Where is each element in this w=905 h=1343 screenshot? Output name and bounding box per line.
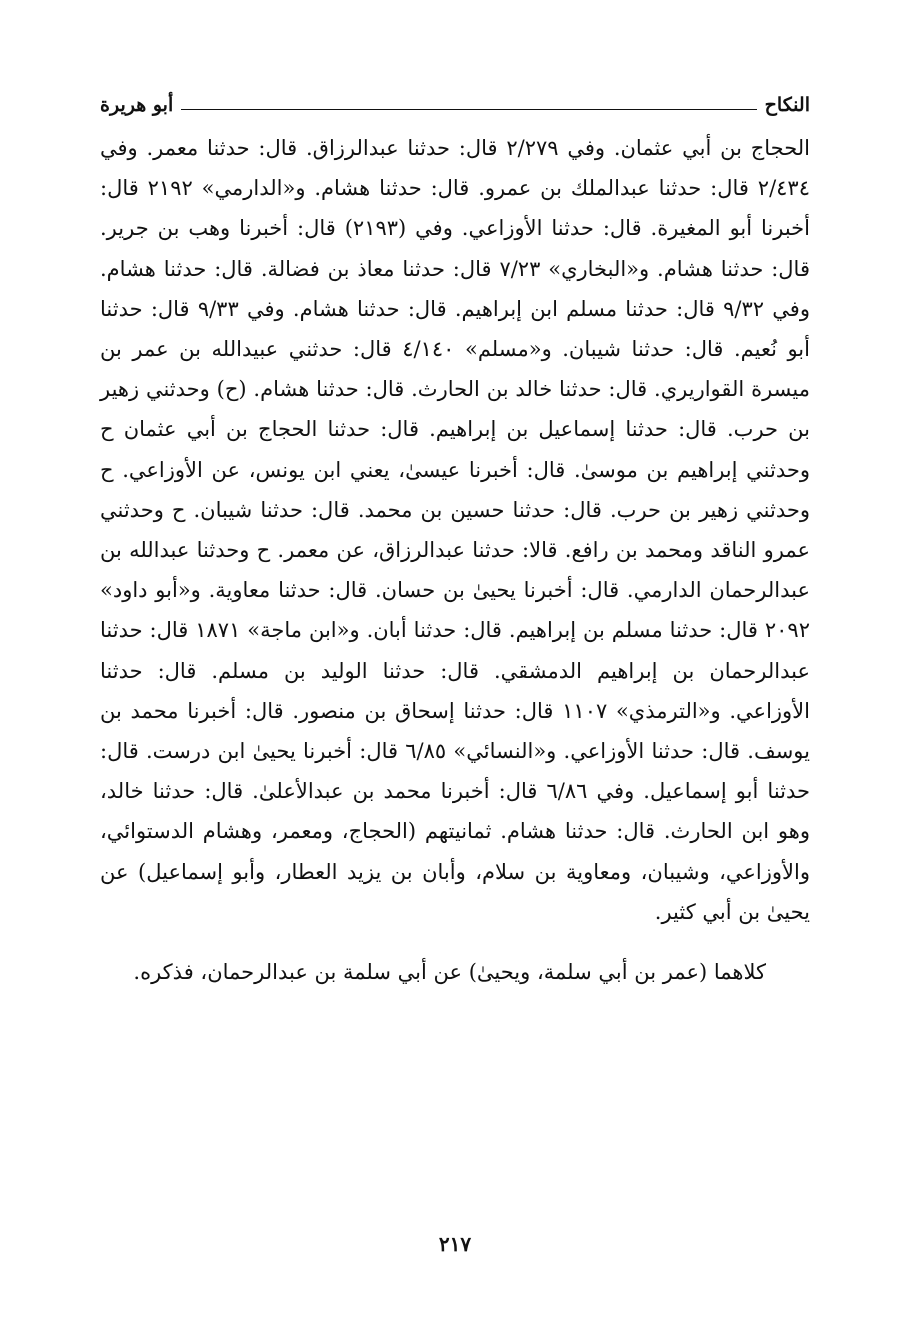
chapter-title: النكاح: [764, 94, 810, 116]
book-page: [100, 88, 810, 1278]
page-number: ٢١٧: [438, 1232, 472, 1256]
main-text-block: [100, 128, 810, 932]
closing-paragraph: كلاهما (عمر بن أبي سلمة، ويحيىٰ) عن أبي سلمة بن عبدالرحمان، فذكره.: [133, 960, 766, 985]
header-rule: [181, 109, 756, 110]
running-header: [100, 88, 810, 122]
takhrij-paragraph: الحجاج بن أبي عثمان. وفي ٢/٢٧٩ قال: حدثنا عبدالرزاق. قال: حدثنا معمر. وفي ٢/٤٣٤ قال: حدثنا عبدالملك بن عمرو. قال: حدثنا هشام. و«الدارمي» ٢١٩٢ قال: أخبرنا أبو المغيرة. قال: حدثنا الأوزاعي. وفي (٢١٩٣) قال: أخبرنا وهب بن جرير. قال: حدثنا هشام. و«البخاري» ٧/٢٣ قال: حدثنا معاذ بن فضالة. قال: حدثنا هشام. وفي ٩/٣٢ قال: حدثنا مسلم ابن إبراهيم. قال: حدثنا هشام. وفي ٩/٣٣ قال: حدثنا أبو نُعيم. قال: حدثنا شيبان. و«مسلم» ٤/١٤٠ قال: حدثني عبيدالله بن عمر بن ميسرة القواريري. قال: حدثنا خالد بن الحارث. قال: حدثنا هشام. (ح) وحدثني زهير بن حرب. قال: حدثنا إسماعيل بن إبراهيم. قال: حدثنا الحجاج بن أبي عثمان ح وحدثني إبراهيم بن موسىٰ. قال: أخبرنا عيسىٰ، يعني ابن يونس، عن الأوزاعي. ح وحدثني زهير بن حرب. قال: حدثنا حسين بن محمد. قال: حدثنا شيبان. ح وحدثني عمرو الناقد ومحمد بن رافع. قالا: حدثنا عبدالرزاق، عن معمر. ح وحدثنا عبدالله بن عبدالرحمان الدارمي. قال: أخبرنا يحيىٰ بن حسان. قال: حدثنا معاوية. و«أبو داود» ٢٠٩٢ قال: حدثنا مسلم بن إبراهيم. قال: حدثنا أبان. و«ابن ماجة» ١٨٧١ قال: حدثنا عبدالرحمان بن إبراهيم الدمشقي. قال: حدثنا الوليد بن مسلم. قال: حدثنا الأوزاعي. و«الترمذي» ١١٠٧ قال: حدثنا إسحاق بن منصور. قال: أخبرنا محمد بن يوسف. قال: حدثنا الأوزاعي. و«النسائي» ٦/٨٥ قال: أخبرنا يحيىٰ ابن درست. قال: حدثنا أبو إسماعيل. وفي ٦/٨٦ قال: أخبرنا محمد بن عبدالأعلىٰ. قال: حدثنا خالد، وهو ابن الحارث. قال: حدثنا هشام. ثمانيتهم (الحجاج، ومعمر، وهشام الدستوائي، والأوزاعي، وشيبان، ومعاوية بن سلام، وأبان بن يزيد العطار، وأبو إسماعيل) عن يحيىٰ بن أبي كثير.: [100, 136, 811, 924]
narrator-title: أبو هريرة: [100, 94, 174, 116]
